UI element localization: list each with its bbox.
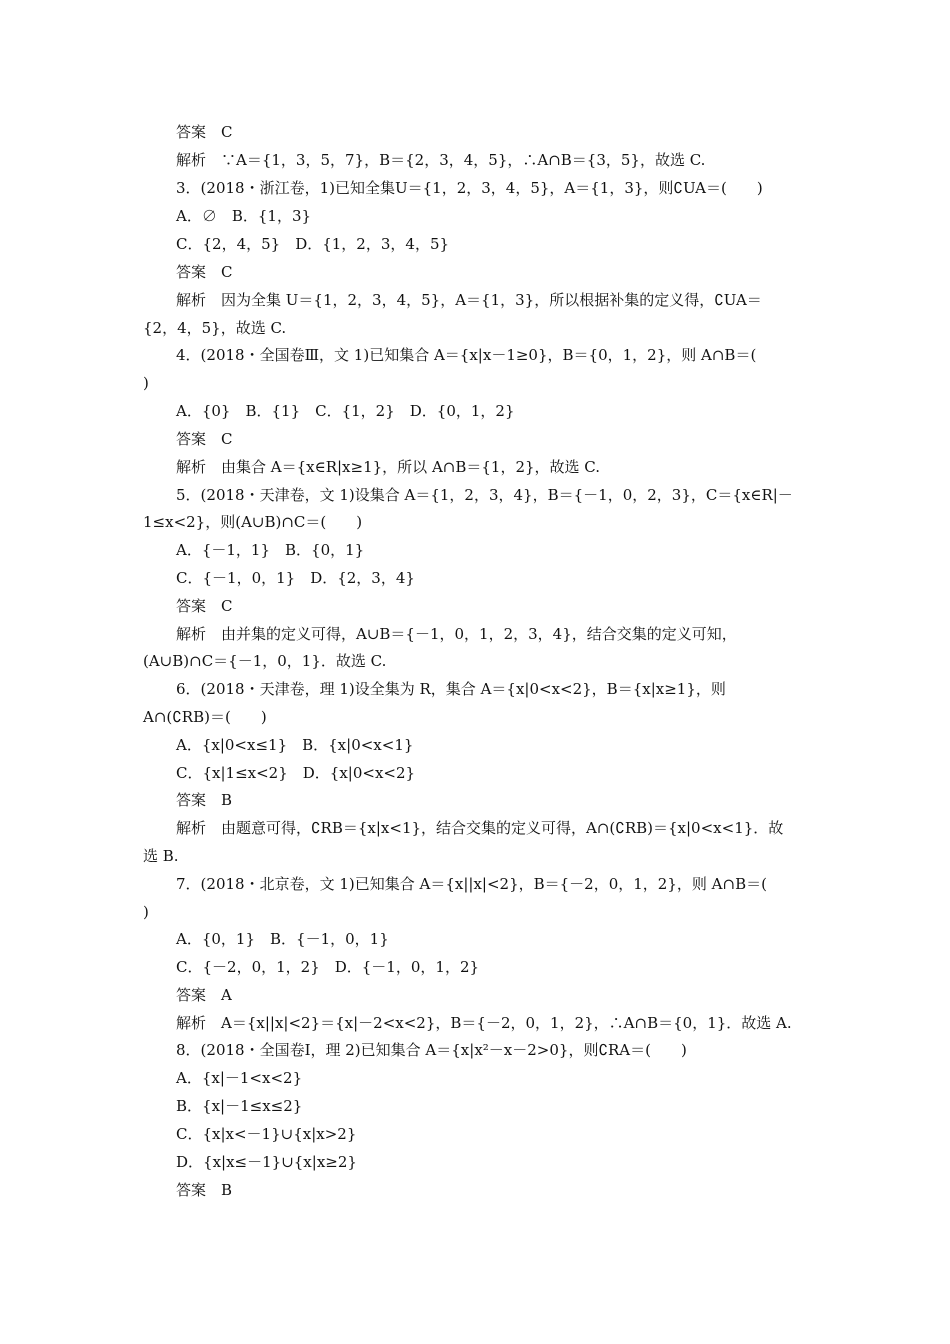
options-line: A．{x|0<x≤1} B．{x|0<x<1} <box>176 736 414 754</box>
options-line: C．{－2，0，1，2} D．{－1，0，1，2} <box>176 958 480 976</box>
question-4: 4．(2018・全国卷Ⅲ，文 1)已知集合 A＝{x|x－1≥0}，B＝{0，1，2}，则 A∩B＝( <box>176 346 757 364</box>
question-5: 5．(2018・天津卷，文 1)设集合 A＝{1，2，3，4}，B＝{－1，0，2，3}，C＝{x∈R|－ <box>176 486 793 504</box>
options-line: A．{0，1} B．{－1，0，1} <box>176 930 389 948</box>
question-4-cont: ) <box>143 374 149 392</box>
options-line: A．{0} B．{1} C．{1，2} D．{0，1，2} <box>176 402 515 420</box>
question-8: 8．(2018・全国卷Ⅰ，理 2)已知集合 A＝{x|x²－x－2>0}，则∁RA＝( ) <box>176 1041 687 1059</box>
option-c: C．{x|x<－1}∪{x|x>2} <box>176 1125 357 1143</box>
answer-line: 答案 C <box>176 123 233 141</box>
options-line: C．{2，4，5} D．{1，2，3，4，5} <box>176 235 450 253</box>
answer-line: 答案 C <box>176 597 233 615</box>
question-7-cont: ) <box>143 903 149 921</box>
analysis-line: 解析 ∵A＝{1，3，5，7}，B＝{2，3，4，5}，∴A∩B＝{3，5}，故选 C. <box>176 151 706 169</box>
analysis-line: 解析 A＝{x||x|<2}＝{x|－2<x<2}，B＝{－2，0，1，2}，∴A∩B＝{0，1}．故选 A. <box>176 1014 792 1032</box>
option-a: A．{x|－1<x<2} <box>176 1069 303 1087</box>
option-b: B．{x|－1≤x≤2} <box>176 1097 303 1115</box>
answer-line: 答案 B <box>176 1181 233 1199</box>
answer-line: 答案 C <box>176 263 233 281</box>
analysis-line-cont: (A∪B)∩C＝{－1，0，1}．故选 C. <box>143 652 387 670</box>
analysis-line-cont: 选 B. <box>143 847 179 865</box>
analysis-line: 解析 因为全集 U＝{1，2，3，4，5}，A＝{1，3}，所以根据补集的定义得，∁UA＝ <box>176 291 762 309</box>
analysis-line-cont: {2，4，5}，故选 C. <box>143 319 287 337</box>
question-7: 7．(2018・北京卷，文 1)已知集合 A＝{x||x|<2}，B＝{－2，0，1，2}，则 A∩B＝( <box>176 875 767 893</box>
question-6-cont: A∩(∁RB)＝( ) <box>143 708 267 726</box>
analysis-line: 解析 由并集的定义可得，A∪B＝{－1，0，1，2，3，4}，结合交集的定义可知， <box>176 625 737 643</box>
options-line: A．∅ B．{1，3} <box>176 207 312 225</box>
option-d: D．{x|x≤－1}∪{x|x≥2} <box>176 1153 357 1171</box>
answer-line: 答案 C <box>176 430 233 448</box>
question-3: 3．(2018・浙江卷，1)已知全集U＝{1，2，3，4，5}，A＝{1，3}，则∁UA＝( ) <box>176 179 763 197</box>
answer-line: 答案 A <box>176 986 232 1004</box>
answer-line: 答案 B <box>176 791 233 809</box>
analysis-line: 解析 由集合 A＝{x∈R|x≥1}，所以 A∩B＝{1，2}，故选 C. <box>176 458 601 476</box>
options-line: A．{－1，1} B．{0，1} <box>176 541 365 559</box>
options-line: C．{x|1≤x<2} D．{x|0<x<2} <box>176 764 416 782</box>
question-5-cont: 1≤x<2}，则(A∪B)∩C＝( ) <box>143 513 363 531</box>
options-line: C．{－1，0，1} D．{2，3，4} <box>176 569 415 587</box>
question-6: 6．(2018・天津卷，理 1)设全集为 R，集合 A＝{x|0<x<2}，B＝{x|x≥1}，则 <box>176 680 726 698</box>
analysis-line: 解析 由题意可得，∁RB＝{x|x<1}，结合交集的定义可得，A∩(∁RB)＝{x|0<x<1}．故 <box>176 819 784 837</box>
